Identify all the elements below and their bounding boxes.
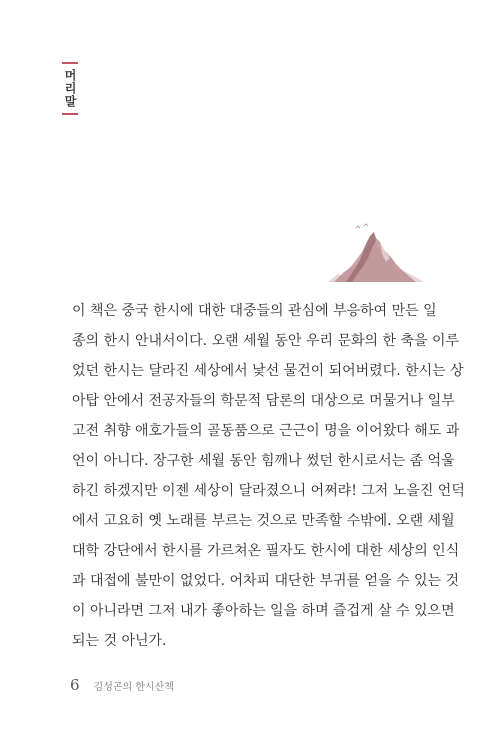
page-footer	[70, 676, 174, 694]
body-line: 이 책은 중국 한시에 대한 대중들의 관심에 부응하여 만든 일	[72, 303, 437, 319]
body-line: 아탑 안에서 전공자들의 학문적 담론의 대상으로 머물거나 일부	[72, 393, 455, 409]
body-line: 과 대접에 불만이 없었다. 어차피 대단한 부귀를 얻을 수 있는 것	[72, 573, 460, 589]
preface-body	[72, 296, 465, 656]
book-title: 김성곤의 한시산책	[93, 682, 175, 693]
chapter-bottom-rule	[62, 113, 78, 115]
chapter-title: 머리말	[63, 69, 77, 108]
body-line: 었던 한시는 달라진 세상에서 낯선 물건이 되어버렸다. 한시는 상	[72, 363, 464, 379]
body-line: 이 아니라면 그저 내가 좋아하는 일을 하며 즐겁게 살 수 있으면	[72, 603, 455, 619]
chapter-label	[62, 62, 78, 115]
chapter-top-rule	[62, 62, 78, 64]
body-line: 언이 아니다. 장구한 세월 동안 힘깨나 썼던 한시로서는 좀 억울	[72, 453, 455, 469]
body-line: 고전 취향 애호가들의 골동품으로 근근이 명을 이어왔다 해도 과	[72, 423, 460, 439]
body-line: 하긴 하겠지만 이젠 세상이 달라졌으니 어쩌랴! 그저 노을진 언덕	[72, 483, 465, 499]
body-line: 대학 강단에서 한시를 가르쳐온 필자도 한시에 대한 세상의 인식	[72, 543, 460, 559]
body-line: 되는 것 아닌가.	[72, 633, 167, 649]
body-line: 종의 한시 안내서이다. 오랜 세월 동안 우리 문화의 한 축을 이루	[72, 333, 460, 349]
mountain-ink-painting-icon	[326, 218, 426, 284]
body-line: 에서 고요히 옛 노래를 부르는 것으로 만족할 수밖에. 오랜 세월	[72, 513, 455, 529]
page-number: 6	[70, 676, 80, 694]
